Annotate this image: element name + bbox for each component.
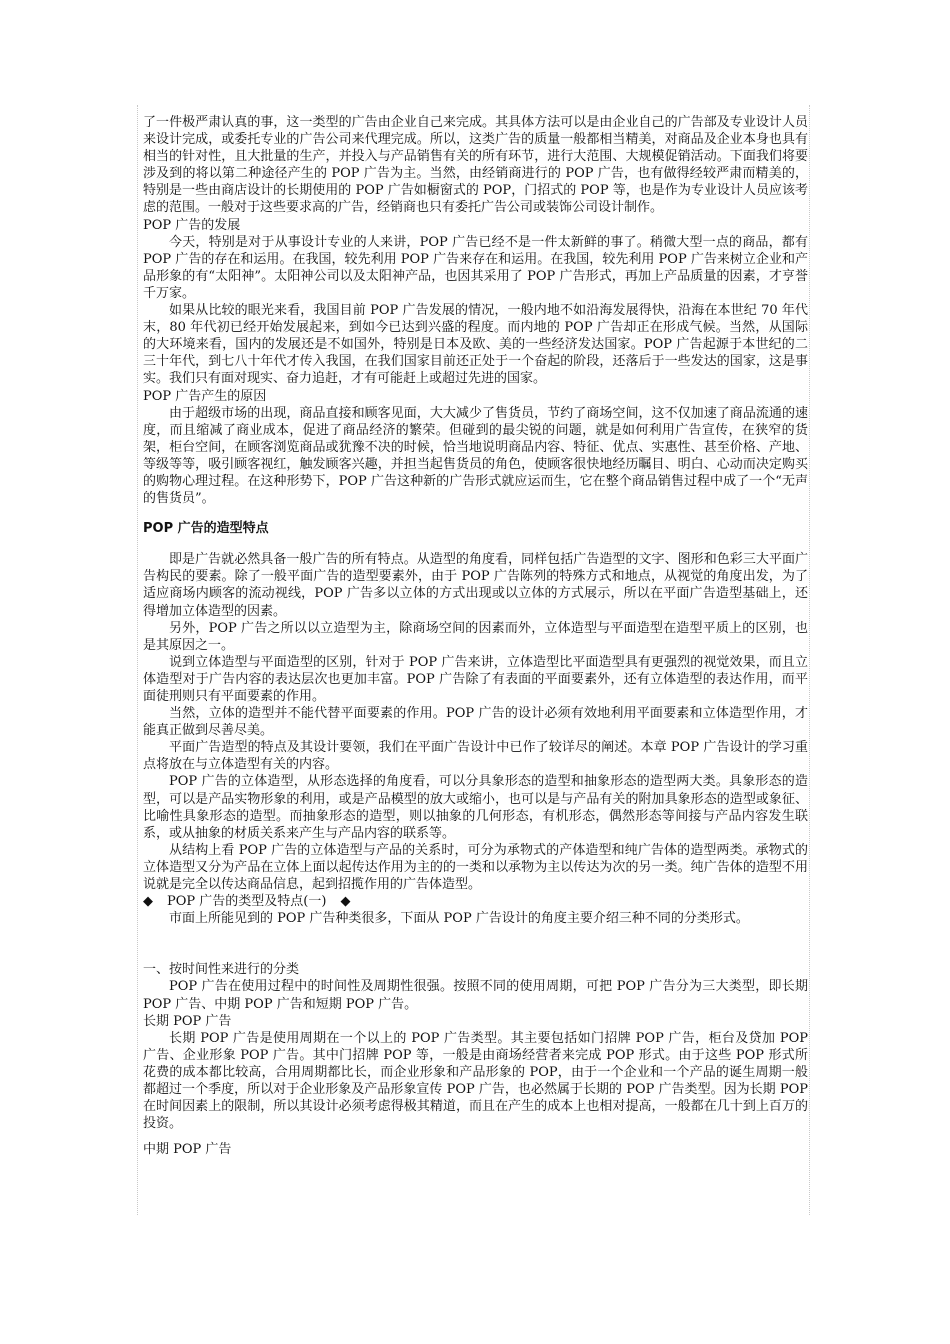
body-paragraph: 另外，POP 广告之所以以立造型为主，除商场空间的因素而外，立体造型与平面造型在造型平质上的区别，也是其原因之一。 <box>143 620 808 653</box>
subheading-line: 中期 POP 广告 <box>143 1142 232 1158</box>
subheading-line: 了一件极严肃认真的事，这一类型的广告由企业自己来完成。其具体方法可以是由企业自己的广告部及专业设计人员来设计完成，或委托专业的广告公司来代理完成。所以，这类广告的质量一般都相当精美，对商品及企业本身也具有相当的针对性，且大批量的生产，并投入与产品销售有关的所有环节，进行大范围、大规模促销活动。下面我们将要涉及到的将以第二种途径产生的 POP 广告为主。当然，由经销商进行的 POP 广告，也有做得经较严肃而精美的，特别是一些由商店设计的长期使用的 POP 广告如橱窗式的 POP，门招式的 POP 等，也是作为专业设计人员应该考虑的范围。一般对于这些要求高的广告，经销商也只有委托广告公司或装饰公司设计制作。 <box>143 115 808 216</box>
right-margin-guide <box>809 105 810 1215</box>
bullet-line <box>143 893 808 910</box>
bullet-text: POP 广告的类型及特点(一) <box>167 894 327 910</box>
body-paragraph: 即是广告就必然具备一般广告的所有特点。从造型的角度看，同样包括广告造型的文字、图形和色彩三大平面广告构民的要素。除了一般平面广告的造型要素外，由于 POP 广告陈列的特殊方式和地点，从视觉的角度出发，为了适应商场内顾客的流动视线，POP 广告多以立体的方式出现或以立体的方式展示，所以在平面广告造型基础上，还得增加立体造型的因素。 <box>143 552 808 619</box>
paragraph-spacer <box>143 927 808 961</box>
body-paragraph: 市面上所能见到的 POP 广告种类很多，下面从 POP 广告设计的角度主要介绍三种不同的分类形式。 <box>169 911 749 927</box>
body-paragraph: 长期 POP 广告是使用周期在一个以上的 POP 广告类型。其主要包括如门招牌 POP 广告，柜台及贷加 POP 广告、企业形象 POP 广告。其中门招牌 POP 等，一般是由商场经营者来完成 POP 形式。由于这些 POP 形式所花费的成本都比较高，合用周期都比长，而企业形象和产品形象的 POP，由于一个企业和一个产品的诞生周期一般都超过一个季度，所以对于企业形象及产品形象宣传 POP 广告，也必然属于长期的 POP 广告类型。因为长期 POP 在时间因素上的限制，所以其设计必须考虑得极其精道，而且在产生的成本上也相对提高，一般都在几十到上百万的投资。 <box>143 1030 808 1132</box>
body-paragraph: POP 广告的立体造型，从形态选择的角度看，可以分具象形态的造型和抽象形态的造型两大类。具象形态的造型，可以是产品实物形象的利用，或是产品模型的放大或缩小，也可以是与产品有关的附加具象形态的造型或象征、比喻性具象形态的造型。而抽象形态的造型，则以抽象的几何形态，有机形态，偶然形态等间接与产品内容发生联系，或从抽象的材质关系来产生与产品内容的联系等。 <box>143 774 808 841</box>
paragraph-spacer <box>143 1132 808 1141</box>
body-paragraph: 说到立体造型与平面造型的区别，针对于 POP 广告来讲，立体造型比平面造型具有更强烈的视觉效果，而且立体造型对于广告内容的表达层次也更加丰富。POP 广告除了有表面的平面要素外，还有立体造型的表达作用，而平面徒刑则只有平面要素的作用。 <box>143 654 808 704</box>
body-paragraph: 从结构上看 POP 广告的立体造型与产品的关系时，可分为承物式的产体造型和纯广告体的造型两类。承物式的立体造型又分为产品在立体上面以起传达作用为主的的一类和以承物为主以传达为次的另一类。纯广告体的造型不用说就是完全以传达商品信息，起到招揽作用的广告体造型。 <box>143 842 808 893</box>
diamond-bullet-icon: ◆ <box>340 894 351 910</box>
body-paragraph: POP 广告在使用过程中的时间性及周期性很强。按照不同的使用周期，可把 POP 广告分为三大类型，即长期 POP 广告、中期 POP 广告和短期 POP 广告。 <box>143 979 808 1012</box>
subheading-line: 一、按时间性来进行的分类 <box>143 962 300 978</box>
subheading-line: POP 广告的发展 <box>143 217 241 233</box>
body-paragraph: 如果从比较的眼光来看，我国目前 POP 广告发展的情况，一般内地不如沿海发展得快，沿海在本世纪 70 年代末，80 年代初已经开始发展起来，到如今已达到兴盛的程度。而内地的 POP 广告却正在形成气候。当然，从国际的大环境来看，国内的发展还是不如国外，特别是日本及欧、美的一些经济发达国家。POP 广告起源于本世纪的二三十年代，到七八十年代才传入我国，在我们国家目前还正处于一个奋起的阶段，还落后于一些发达的国家，这是事实。我们只有面对现实、奋力追赶，才有可能赶上或超过先进的国家。 <box>143 303 808 387</box>
subheading-line: POP 广告产生的原因 <box>143 388 267 404</box>
body-paragraph: 今天，特别是对于从事设计专业的人来讲，POP 广告已经不是一件太新鲜的事了。稍微大型一点的商品，都有 POP 广告的存在和运用。在我国，较先利用 POP 广告来存在和运用。在我国，较先利用 POP 广告来树立企业和产品形象的有“太阳神”。太阳神公司以及太阳神产品，也因其采用了 POP 广告形式，再加上产品质量的因素，才亨誉千万家。 <box>143 234 808 301</box>
body-paragraph: 由于超级市场的出现，商品直接和顾客见面，大大减少了售货员，节约了商场空间，这不仅加速了商品流通的速度，而且缩减了商业成本，促进了商品经济的繁荣。但碰到的最尖锐的问题，就是如何利用广告宣传，在狭窄的货架，柜台空间，在顾客浏览商品或犹豫不决的时候，恰当地说明商品内容、特征、优点、实惠性、甚至价格、产地、等级等等，吸引顾客视红，触发顾客兴趣，并担当起售货员的角色，使顾客很快地经历瞩目、明白、心动而决定购买的购物心理过程。在这种形势下，POP 广告这种新的广告形式就应运而生，它在整个商品销售过程中成了一个“无声的售货员”。 <box>143 405 808 507</box>
document-body <box>143 114 808 1158</box>
body-paragraph: 平面广告造型的特点及其设计要领，我们在平面广告设计中已作了较详尽的阐述。本章 POP 广告设计的学习重点将放在与立体造型有关的内容。 <box>143 740 808 773</box>
left-margin-guide <box>137 105 138 1215</box>
diamond-bullet-icon: ◆ <box>143 894 153 910</box>
section-heading: POP 广告的造型特点 <box>143 521 269 537</box>
body-paragraph: 当然，立体的造型并不能代替平面要素的作用。POP 广告的设计必须有效地利用平面要素和立体造型作用，才能真正做到尽善尽美。 <box>143 706 808 739</box>
subheading-line: 长期 POP 广告 <box>143 1013 232 1029</box>
